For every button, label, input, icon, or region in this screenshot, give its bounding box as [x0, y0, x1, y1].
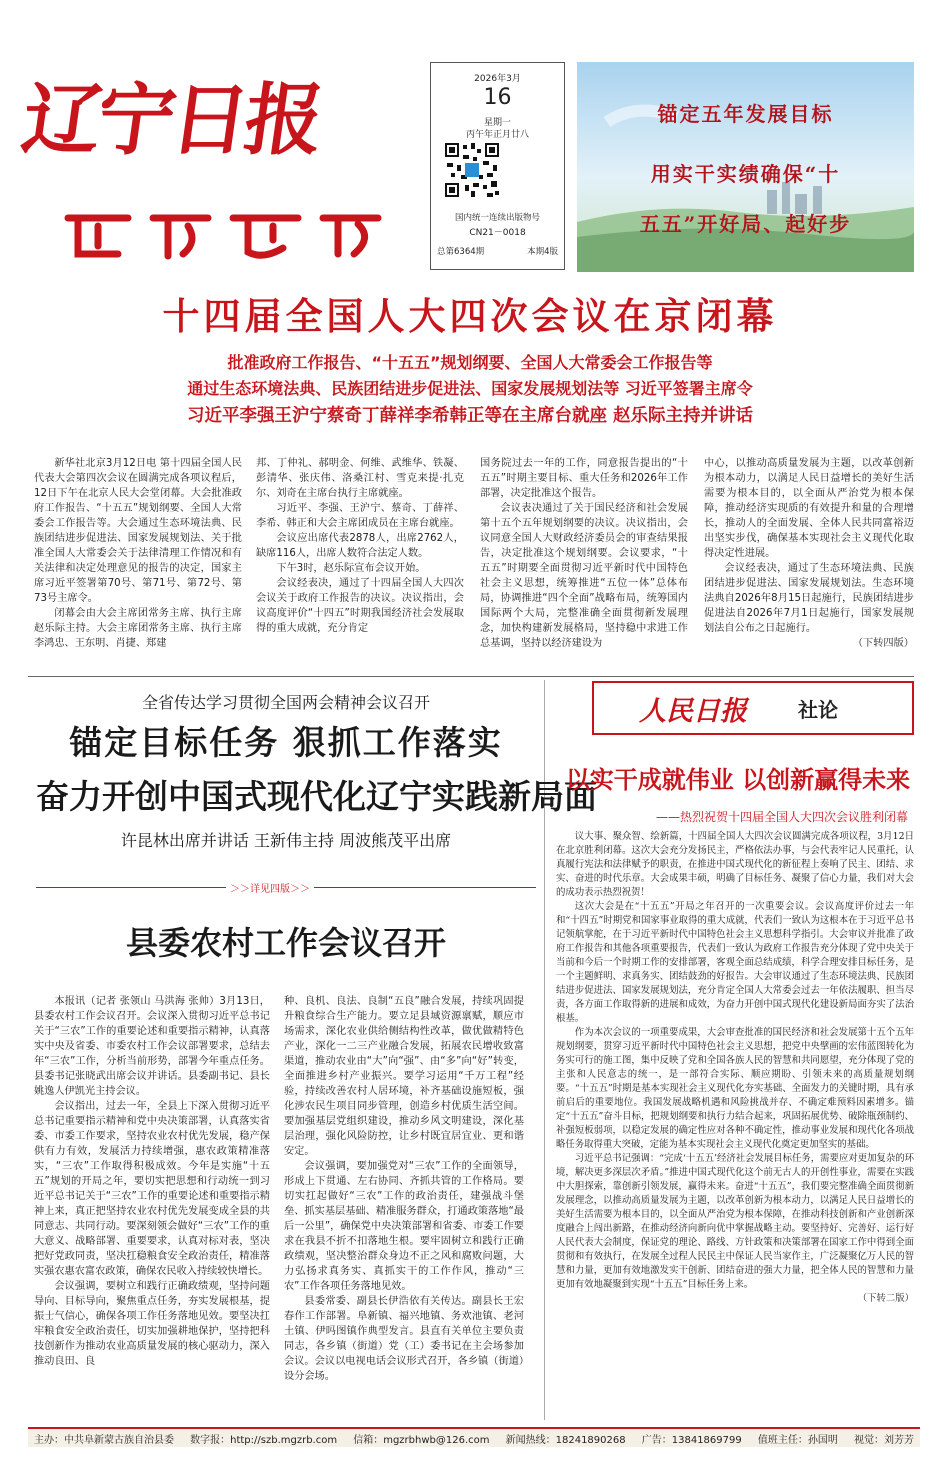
- paragraph: 会议应出席代表2878人，出席2762人，缺席116人，出席人数符合法定人数。: [256, 533, 464, 559]
- editorial-tag: 社论: [792, 681, 914, 735]
- qr-code-icon[interactable]: [443, 141, 501, 199]
- page-count: 本期4版: [527, 247, 558, 257]
- footer-sponsor: 主办：中共阜新蒙古族自治县委: [34, 1434, 174, 1446]
- issue-day: 16: [483, 85, 512, 110]
- paragraph: 习近平总书记强调：“完成‘十五五’经济社会发展目标任务，需要应对更加复杂的环境，解决更多深层次矛盾。”推进中国式现代化这个前无古人的开创性事业，需要在实践中大胆探索，靠创新引领发展，赢得未来。奋进“十五五”，我们要完整准确全面贯彻新发展理念，以推动高质量发展为主题，以改革创新为根本动力，以满足人民日益增长的美好生活需要为根本目的，以全面从严治党为根本保障，在推动科技创新和产业创新深度融合上闯出新路，在推动经济向新向优中掌握战略主动。要坚持好、完善好、运行好人民代表大会制度，保证党的理论、路线、方针政策和决策部署在国家工作中得到全面贯彻和有效执行，在发展全过程人民民主中保证人民当家作主，广泛凝聚亿万人民的智慧和力量，更加有效地激发实干创新、团结奋进的强大力量，把全体人民的智慧和力量更加有效地凝聚到实现“十五五”目标任务上来。: [556, 1153, 914, 1290]
- footer-duty-editor: 值班主任：孙国明: [757, 1434, 838, 1446]
- issue-weekday: 星期一: [483, 118, 511, 128]
- issue-count: [437, 245, 558, 257]
- paragraph: 新华社北京3月12日电 第十四届全国人民代表大会第四次会议在圆满完成各项议程后，12日下午在北京人民大会堂闭幕。大会批准政府工作报告、“十五五”规划纲要、全国人大常委会工作报告等。大会通过生态环境法典、民族团结进步促进法、国家发展规划法、关于批准全国人大常委会关于法律清理工作情况和有关法律和决定处理意见的报告的决定，国家主席习近平签署第70号、第71号、第72号、第73号主席令。: [34, 458, 242, 604]
- paragraph: 会议经表决，通过了生态环境法典、民族团结进步促进法、国家发展规划法。生态环境法典自2026年8月15日起施行，民族团结进步促进法自2026年7月1日起施行，国家发展规划法自公布之日起施行。: [704, 563, 914, 634]
- paragraph: 中心，以推动高质量发展为主题，以改革创新为根本动力，以满足人民日益增长的美好生活需要为根本目的，以全面从严治党为根本保障，推动经济实现质的有效提升和量的合理增长，推动人的全面发展、全体人民共同富裕迈出坚实步伐，确保基本实现社会主义现代化取得决定性进展。: [704, 458, 914, 559]
- date-issue-box: [430, 62, 565, 270]
- footer-hotline: 新闻热线：18241890268: [505, 1434, 626, 1446]
- lead-article-col-3: [480, 456, 688, 671]
- lead-article-col-4: [704, 456, 914, 671]
- main-headline[interactable]: 十四届全国人大四次会议在京闭幕: [162, 295, 778, 338]
- paragraph: 本报讯（记者 张领山 马洪海 张帅）3月13日，县委农村工作会议召开。会议深入贯彻习近平总书记关于“三农”工作的重要论述和重要指示精神，认真落实中央及省委、市委农村工作会议部署要求，总结去年“三农”工作，分析当前形势，部署今年重点任务。县委书记张晓武出席会议并讲话。县委副书记、县长姚逸人伊凯光主持会议。: [34, 996, 270, 1097]
- paragraph: 会议表决通过了关于国民经济和社会发展第十五个五年规划纲要的决议。决议指出，会议同意全国人大财政经济委员会的审查结果报告，决定批准这个规划纲要。会议要求，“十五五”时期要全面贯彻习近平新时代中国特色社会主义思想，统筹推进“五位一体”总体布局，协调推进“四个全面”战略布局，统筹国内国际两个大局，完整准确全面贯彻新发展理念，加快构建新发展格局，坚持稳中求进工作总基调，坚持以经济建设为: [480, 503, 688, 649]
- banner-line-2: 用实干实绩确保“十: [650, 162, 841, 186]
- footer-ads: 广告：13841869799: [641, 1434, 742, 1446]
- section3-col-2: [284, 994, 524, 1420]
- issue-year-month: 2026年3月: [474, 74, 521, 84]
- lead-article-col-2: [256, 456, 464, 671]
- footer-bar: [28, 1427, 920, 1447]
- section2-headline-1[interactable]: 锚定目标任务 狠抓工作落实: [69, 723, 503, 762]
- editorial-body: [556, 830, 914, 1420]
- footer-visual: 视觉：刘芳芳: [854, 1434, 914, 1446]
- paragraph: 县委常委、副县长伊浩依有关传达。副县长王宏春作工作部署。阜新镇、福兴地镇、务欢池镇、老河土镇、伊吗图镇作典型发言。县直有关单位主要负责同志，各乡镇（街道）党（工）委书记在主会场参加会议。会议以电视电话会议形式召开，各乡镇（街道）设分会场。: [284, 1296, 524, 1382]
- editorial-subtitle: ——热烈祝贺十四届全国人大四次会议胜利闭幕: [655, 810, 908, 824]
- cn-number: CN21－0018: [469, 228, 526, 238]
- masthead: [16, 58, 424, 278]
- headline-subtitle-2: 通过生态环境法典、民族团结进步促进法、国家发展规划法等 习近平签署主席令: [187, 379, 753, 398]
- paragraph: 习近平、李强、王沪宁、蔡奇、丁薛祥、李希、韩正和大会主席团成员在主席台就座。: [256, 503, 464, 529]
- headline-subtitle-1: 批准政府工作报告、“十五五”规划纲要、全国人大常委会工作报告等: [227, 353, 713, 372]
- banner-line-1: 锚定五年发展目标: [657, 102, 834, 126]
- paragraph: 会议强调，要加强党对“三农”工作的全面领导，形成上下贯通、左右协同、齐抓共管的工作格局。要切实扛起做好“三农”工作的政治责任，建强战斗堡垒、抓实基层基础、精准服务群众，打通政策落地“最后一公里”，确保党中央决策部署和省委、市委工作要求在我县不折不扣落地生根。要牢固树立和践行正确政绩观，坚决整治群众身边不正之风和腐败问题，大力弘扬求真务实、真抓实干的工作作风，推动“三农”工作各项任务落地见效。: [284, 1161, 524, 1292]
- paragraph: 会议指出，过去一年，全县上下深入贯彻习近平总书记重要指示精神和党中央决策部署，认真落实省委、市委工作要求，坚持农业农村优先发展，稳产保供有力有效，发展活力持续增强，惠农政策精准落实，“三农”工作取得积极成效。今年是实施“十五五”规划的开局之年，要切实把思想和行动统一到习近平总书记关于“三农”工作的重要论述和重要指示精神上来，真正把坚持农业农村优先发展变成全县的共同意志、共同行动。要深刻领会做好“三农”工作的重大意义、战略部署、重要要求，认真对标对表，坚决把好党政同责，坚决扛稳粮食安全政治责任，精准落实强农惠农富农政策，确保农民收入持续较快增长。: [34, 1101, 270, 1277]
- section2-headline-2[interactable]: 奋力开创中国式现代化辽宁实践新局面: [36, 777, 597, 816]
- editorial-header: [592, 681, 914, 737]
- peoples-daily-logo: 人民日报: [592, 681, 792, 735]
- total-issue: 总第6364期: [437, 247, 485, 257]
- paragraph: 国务院过去一年的工作，同意报告提出的“十五五”时期主要目标、重大任务和2026年工作部署，决定批准这个报告。: [480, 458, 688, 499]
- paragraph: 会议经表决，通过了十四届全国人大四次会议关于政府工作报告的决议。决议指出，会议高度评价“十四五”时期我国经济社会发展取得的重大成就，充分肯定: [256, 578, 464, 634]
- paragraph: 闭幕会由大会主席团常务主席、执行主席赵乐际主持。大会主席团常务主席、执行主席李鸿忠、王东明、肖捷、郑建: [34, 608, 242, 649]
- newspaper-title: 辽宁日报: [16, 75, 326, 166]
- lead-article-col-1: [34, 456, 242, 671]
- see-page-4-link[interactable]: ＞＞详见四版＞＞: [226, 880, 314, 895]
- section2-subtitle: 许昆林出席并讲话 王新伟主持 周波熊茂平出席: [120, 831, 452, 850]
- footer-mail[interactable]: 信箱：mgzrbhwb@126.com: [353, 1434, 490, 1446]
- continued-note[interactable]: （下转二版）: [857, 1293, 914, 1304]
- paragraph: 作为本次会议的一项重要成果，大会审查批准的国民经济和社会发展第十五个五年规划纲要，贯穿习近平新时代中国特色社会主义思想，把党中央擘画的宏伟蓝图转化为务实可行的施工图，集中反映了党和全国各族人民的智慧和共同愿望，充分体现了党的主张和人民意志的统一，是一部符合实际、顺应期盼、引领未来的高质量规划纲要。“十五五”时期是基本实现社会主义现代化夯实基础、全面发力的关键时期，具有承前启后的重要地位。我国发展战略机遇和风险挑战并存、不确定难预料因素增多。锚定“十五五”奋斗目标，把规划纲要和执行力结合起来，巩固拓展优势、破除瓶颈制约、补强短板弱项，以稳定发展的确定性应对各种不确定性，推动事业发展和现代化各项战略任务取得重大突破，定能为基本实现社会主义现代化奠定更加坚实的基础。: [556, 1027, 914, 1150]
- editorial-title[interactable]: 以实干成就伟业 以创新赢得未来: [565, 765, 911, 794]
- paragraph: 议大事、聚众智、绘新篇，十四届全国人大四次会议圆满完成各项议程，3月12日在北京胜利闭幕。这次大会充分发扬民主，严格依法办事，与会代表牢记人民重托，认真履行宪法和法律赋予的职责，在推进中国式现代化的新征程上奏响了民主、团结、求实、奋进的时代乐章。大会成果丰硕，明确了目标任务、凝聚了信心力量，我们对大会的成功表示热烈祝贺！: [556, 831, 914, 898]
- slogan-banner: [577, 62, 914, 272]
- section2-kicker: 全省传达学习贯彻全国两会精神会议召开: [141, 693, 430, 712]
- issn-label: 国内统一连续出版物号: [454, 213, 540, 223]
- paragraph: 下午3时，赵乐际宣布会议开始。: [276, 563, 426, 574]
- paragraph: 会议强调，要树立和践行正确政绩观，坚持问题导向、目标导向，聚焦重点任务，夯实发展根基，提振士气信心，确保各项工作任务落地见效。要坚决扛牢粮食安全政治责任，切实加强耕地保护，坚持把科技创新作为推动农业高质量发展的核心驱动力，深入推动良田、良: [34, 1281, 270, 1367]
- mongolian-nameplate-logo: [58, 208, 388, 264]
- headline-subtitle-3: 习近平李强王沪宁蔡奇丁薛祥李希韩正等在主席台就座 赵乐际主持并讲话: [186, 406, 754, 426]
- section3-headline[interactable]: 县委农村工作会议召开: [125, 924, 446, 962]
- continued-note[interactable]: （下转四版）: [852, 638, 914, 649]
- divider: [28, 676, 914, 677]
- paragraph: 种、良机、良法、良制“五良”融合发展，持续巩固提升粮食综合生产能力。要立足县域资源禀赋，顺应市场需求，深化农业供给侧结构性改革，做优做精特色产业，深化一二三产业融合发展，拓展农民增收致富渠道，推动农业由“大”向“强”、由“多”向“好”转变，全面推进乡村产业振兴。要学习运用“千万工程”经验，持续改善农村人居环境，补齐基础设施短板，强化涉农民生项目同步管理，创造乡村优质生活空间。要加强基层党组织建设，推动乡风文明建设，深化基层治理，强化风险防控，让乡村既宜居宜业、更和谐安定。: [284, 996, 524, 1157]
- paragraph: 邦、丁仲礼、郝明金、何维、武维华、铁凝、彭清华、张庆伟、洛桑江村、雪克来提·扎克尔、刘奇在主席台执行主席就座。: [256, 458, 464, 499]
- issue-lunar-date: 丙午年正月廿八: [465, 130, 529, 140]
- banner-line-3: 五五”开好局、起好步: [639, 212, 852, 236]
- section3-col-1: [34, 994, 270, 1420]
- paragraph: 这次大会是在“十五五”开局之年召开的一次重要会议。会议高度评价过去一年和“十四五”时期党和国家事业取得的重大成就，代表们一致认为这根本在于习近平总书记领航掌舵，在于习近平新时代中国特色社会主义思想科学指引。大会审议并批准了政府工作报告和其他各项重要报告，代表们一致认为政府工作报告充分体现了党中央关于当前和今后一个时期工作的安排部署，客观全面总结成绩，科学合理安排目标任务，是一个主题鲜明、求真务实、团结鼓劲的好报告。大会审议通过了生态环境法典、民族团结进步促进法、国家发展规划法，充分肯定全国人大常委会过去一年依法履职、担当尽责，各方面工作取得新的进展和成效，为奋力开创中国式现代化建设新局面夯实了法治根基。: [556, 901, 914, 1024]
- footer-digital-link[interactable]: 数字报：http://szb.mgzrb.com: [190, 1434, 338, 1446]
